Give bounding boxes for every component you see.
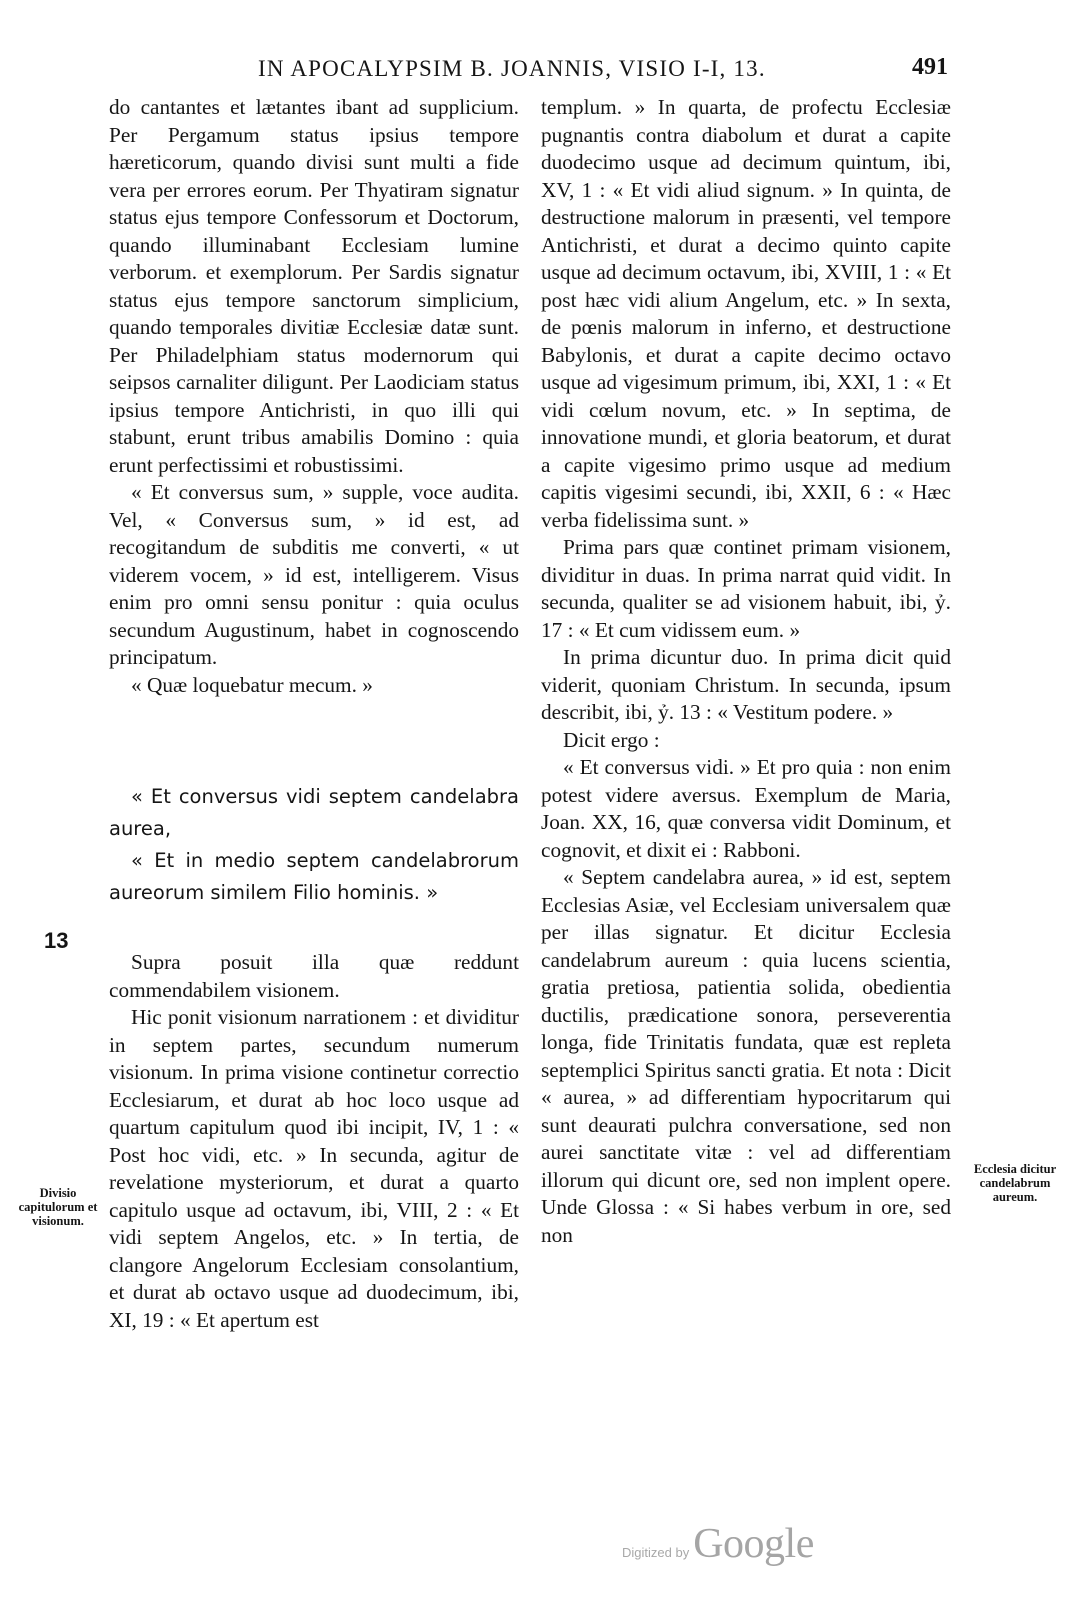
spacer (109, 909, 519, 949)
digitized-by-google-watermark (622, 1520, 814, 1570)
paragraph: Supra posuit illa quæ reddunt commendabilem visionem. (109, 950, 519, 1002)
digitized-by-label: Digitized by (622, 1545, 690, 1560)
paragraph: In prima dicuntur duo. In prima dicit quid viderit, quoniam Christum. In secunda, ipsum describit, ibi, ỷ. 13 : « Vestitum podere. » (541, 645, 951, 724)
page-header (108, 52, 948, 92)
margin-note-left: Divisio capitulorum et visionum. (18, 1186, 98, 1228)
spacer (109, 699, 519, 781)
verse-number: 13 (44, 928, 69, 953)
paragraph: Hic ponit visionum narrationem : et dividitur in septem partes, secundum numerum visionum. In prima visione continetur correctio Ecclesiarum, et durat ab hoc loco usque ad quartum capitulum quod ibi incipit, IV, 1 : « Post hoc vidi, etc. » In secunda, agitur de revelatione mysteriorum, et durat a quarto capitulo usque ad octavum, ibi, VIII, 2 : « Et vidi septem Angelos, etc. » In tertia, de clangore Angelorum Ecclesiam consolantium, et durat ab octavo usque ad duodecimum, ibi, XI, 19 : « Et apertum est (109, 1005, 519, 1332)
google-logo: Google (693, 1521, 814, 1567)
page-number: 491 (912, 54, 948, 80)
scripture-lemma: « Et conversus vidi septem candelabra aurea, (109, 785, 519, 840)
paragraph: « Septem candelabra aurea, » id est, septem Ecclesias Asiæ, vel Ecclesiam universalem quæ per illas signatur. Et dicitur Ecclesia candelabrum aureum : quia lucens scientia, gratia pretiosa, patientia solida, obedientia ductilis, prædicatione sonora, perseverentia longa, fide Trinitatis fundata, quæ est repleta septemplici Spiritus sancti gratia. Et nota : Dicit « aurea, » ad differentiam hypocritarum qui sunt deaurati pulchra conversatione, sed non aurei sanctitate vitæ : vel ad differentiam illorum qui dicunt ore, sed non implent opere. Unde Glossa : « Si habes verbum in ore, sed non (541, 865, 951, 1247)
paragraph: « Et conversus vidi. » Et pro quia : non enim potest videre aversus. Exemplum de Maria, Joan. XX, 16, quæ conversa vidit Dominum, et cognovit, et dixit ei : Rabboni. (541, 755, 951, 862)
paragraph: do cantantes et lætantes ibant ad supplicium. Per Pergamum status ipsius tempore hæreticorum, quando divisi sunt multi a fide vera per errores eorum. Per Thyatiram signatur status ejus tempore Confessorum et Doctorum, quando illuminabant Ecclesiam lumine verborum. et exemplorum. Per Sardis signatur status ejus tempore sanctorum simplicium, quando temporales divitiæ Ecclesiæ datæ sunt. Per Philadelphiam status modernorum qui seipsos carnaliter diligunt. Per Laodiciam status ipsius tempore Antichristi, in quo illi qui stabunt, erunt tribus amabilis Domino : quia erunt perfectissimi et robustissimi. (109, 95, 519, 477)
paragraph: « Et conversus sum, » supple, voce audita. Vel, « Conversus sum, » id est, ad recogitandum de subditis me converti, « ut viderem vocem, » id est, intelligerem. Visus enim pro omni sensu ponitur : quia oculus secundum Augustinum, habet in cognoscendo principatum. (109, 480, 519, 669)
left-column (109, 94, 519, 1334)
paragraph: templum. » In quarta, de profectu Ecclesiæ pugnantis contra diabolum et durat a capite duodecimo usque ad decimum quintum, ibi, XV, 1 : « Et vidi aliud signum. » In quinta, de destructione malorum in præsenti, vel tempore Antichristi, et durat a decimo quinto capite usque ad decimum octavum, ibi, XVIII, 1 : « Et post hæc vidi alium Angelum, etc. » In sexta, de pœnis malorum in inferno, et destructione Babylonis, et durat a capite decimo octavo usque ad vigesimum primum, ibi, XXI, 1 : « Et vidi cœlum novum, etc. » In septima, de innovatione mundi, et gloria beatorum, et durat a capite vigesimo primo usque ad medium capitis vigesimi secundi, ibi, XXII, 6 : « Hæc verba fidelissima sunt. » (541, 95, 951, 532)
paragraph: Prima pars quæ continet primam visionem, dividitur in duas. In prima narrat quid vidit. In secunda, qualiter se ad visionem habuit, ibi, ỷ. 17 : « Et cum vidissem eum. » (541, 535, 951, 642)
margin-note-right: Ecclesia dicitur candelabrum aureum. (973, 1162, 1057, 1204)
paragraph: « Quæ loquebatur mecum. » (131, 672, 373, 697)
paragraph: Dicit ergo : (563, 727, 660, 752)
scripture-lemma: « Et in medio septem candelabrorum aureorum similem Filio hominis. » (109, 849, 519, 904)
running-title: IN APOCALYPSIM B. JOANNIS, VISIO I-I, 13. (258, 56, 766, 81)
right-column (541, 94, 951, 1249)
